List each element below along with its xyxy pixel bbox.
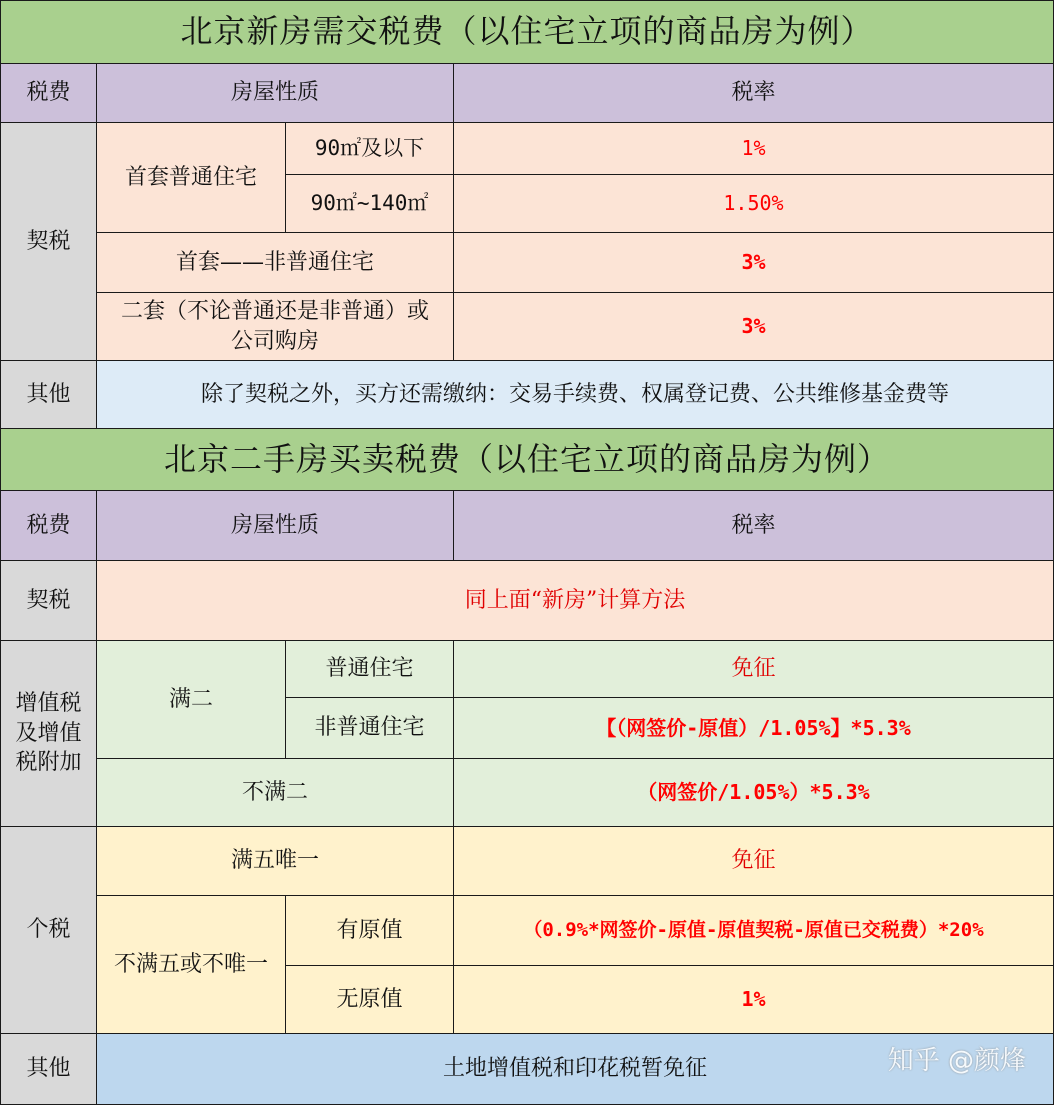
five-only: 满五唯一 [96,826,454,896]
table2-deed-tax-text: 同上面“新房”计算方法 [96,560,1054,641]
size-mid: 90㎡~140㎡ [285,174,454,233]
table2-other-label: 其他 [0,1033,97,1105]
table2-header-rate: 税率 [453,490,1054,561]
vat-over-two: 满二 [96,640,286,759]
rate-mid: 1.50% [453,174,1054,233]
table1-header-nature: 房屋性质 [96,63,454,123]
income-tax-label: 个税 [0,826,97,1034]
table1-header-tax: 税费 [0,63,97,123]
vat-under-two-rate: （网签价/1.05%）*5.3% [453,758,1054,827]
five-only-rate: 免征 [453,826,1054,896]
first-non-normal-home: 首套——非普通住宅 [96,232,454,293]
vat-normal: 普通住宅 [285,640,454,698]
size-small: 90㎡及以下 [285,122,454,175]
deed-tax-label: 契税 [0,122,97,361]
vat-normal-rate: 免征 [453,640,1054,698]
rate-non-normal: 3% [453,232,1054,293]
vat-label: 增值税及增值税附加 [0,640,97,827]
vat-non-normal-rate: 【（网签价-原值）/1.05%】*5.3% [453,697,1054,759]
second-home: 二套（不论普通还是非普通）或公司购房 [96,292,454,361]
table1-header-rate: 税率 [453,63,1054,123]
table1-other-text: 除了契税之外，买方还需缴纳：交易手续费、权属登记费、公共维修基金费等 [96,360,1054,429]
has-original: 有原值 [285,895,454,966]
table1-other-label: 其他 [0,360,97,429]
table1-title: 北京新房需交税费（以住宅立项的商品房为例） [0,0,1054,64]
first-normal-home: 首套普通住宅 [96,122,286,233]
rate-second: 3% [453,292,1054,361]
has-original-rate: （0.9%*网签价-原值-原值契税-原值已交税费）*20% [453,895,1054,966]
watermark: 知乎 @颜烽 [887,1046,1026,1076]
table2-header-tax: 税费 [0,490,97,561]
vat-non-normal: 非普通住宅 [285,697,454,759]
no-original: 无原值 [285,965,454,1034]
table2-header-nature: 房屋性质 [96,490,454,561]
vat-under-two: 不满二 [96,758,454,827]
rate-small: 1% [453,122,1054,175]
table2-deed-tax-label: 契税 [0,560,97,641]
no-original-rate: 1% [453,965,1054,1034]
table2-title: 北京二手房买卖税费（以住宅立项的商品房为例） [0,428,1054,491]
table2-other-text: 土地增值税和印花税暂免征 [96,1033,1054,1105]
not-five: 不满五或不唯一 [96,895,286,1034]
